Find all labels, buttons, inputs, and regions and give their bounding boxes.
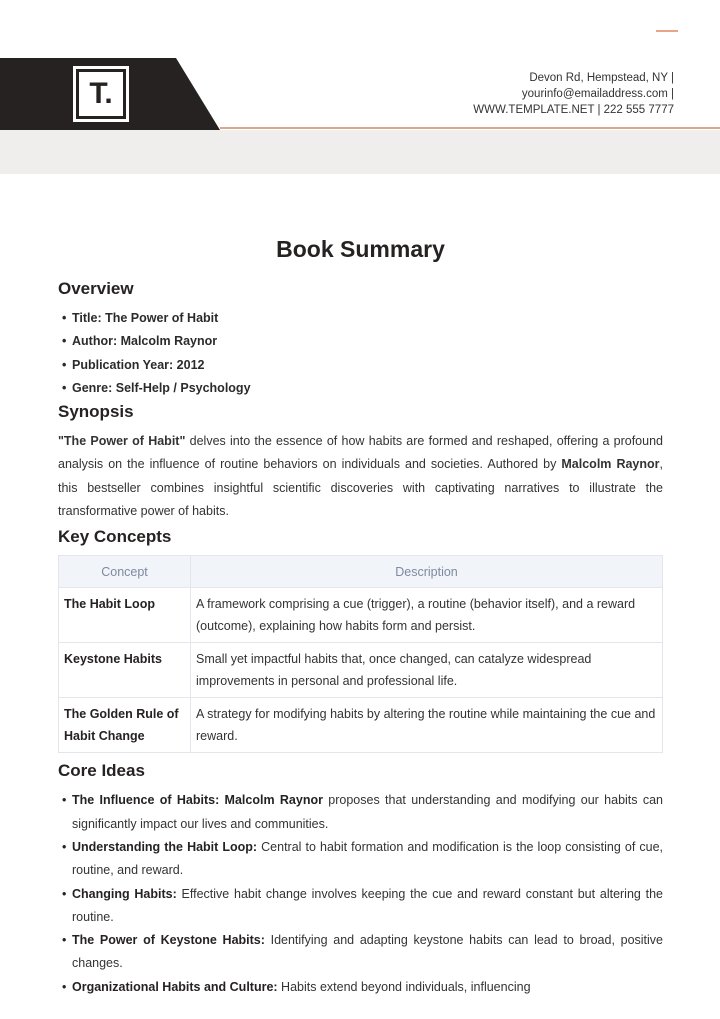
column-header-concept: Concept [59,556,191,588]
concept-cell: The Golden Rule of Habit Change [59,698,191,753]
page-title: Book Summary [276,236,445,262]
synopsis-author: Malcolm Raynor [561,457,660,472]
overview-heading: Overview [58,279,134,298]
table-row [59,643,663,698]
overview-item-author: • Author: Malcolm Raynor [62,330,663,353]
company-logo [76,69,126,119]
core-ideas-list [58,789,663,999]
list-item [62,836,663,883]
overview-list [58,307,663,400]
key-concepts-heading: Key Concepts [58,527,172,547]
column-header-description: Description [191,556,663,588]
contact-web-phone: WWW.TEMPLATE.NET | 222 555 7777 [473,104,674,116]
key-concepts-table [58,555,663,753]
document-body [58,236,663,999]
contact-info [473,70,674,118]
core-ideas-heading: Core Ideas [58,761,145,781]
core-idea-text: Effective habit change involves keeping the cue and reward constant but altering the routine. [72,886,663,924]
overview-item-year: • Publication Year: 2012 [62,354,663,377]
logo-letter: T. [89,77,113,110]
synopsis-text-2: , this bestseller combines insightful scientific discoveries with captivating narratives to illustrate the transformative power of habits. [58,457,663,519]
synopsis-text-1: delves into the essence of how habits are formed and reshaped, offering a profound analysis on the influence of routine behaviors on individuals and societies. Authored by [58,434,663,472]
list-item [62,929,663,976]
accent-dash [656,30,678,32]
description-cell: A strategy for modifying habits by altering the routine while maintaining the cue and reward. [191,698,663,753]
table-row [59,588,663,643]
core-idea-lead: The Influence of Habits: Malcolm Raynor [72,793,323,808]
core-idea-lead: Organizational Habits and Culture: [72,979,278,994]
synopsis-heading: Synopsis [58,402,134,422]
contact-email: yourinfo@emailaddress.com | [521,88,674,100]
description-cell: Small yet impactful habits that, once changed, can catalyze widespread improvements in personal and professional life. [191,643,663,698]
core-idea-text: proposes that understanding and modifying our habits can significantly impact our lives and communities. [72,793,663,831]
synopsis-paragraph [58,430,663,523]
table-header-row [59,556,663,588]
description-cell: A framework comprising a cue (trigger), a routine (behavior itself), and a reward (outcome), explaining how habits form and persist. [191,588,663,643]
overview-item-genre: • Genre: Self-Help / Psychology [62,377,663,400]
core-idea-text: Habits extend beyond individuals, influencing [277,979,531,994]
core-idea-text: Central to habit formation and modification is the loop consisting of cue, routine, and reward. [72,839,663,878]
list-item [62,976,663,999]
core-idea-lead: Understanding the Habit Loop: [72,839,258,854]
letterhead [0,58,720,130]
list-item [62,883,663,930]
letterhead-accent-line [220,127,720,129]
concept-cell: Keystone Habits [59,643,191,698]
core-idea-lead: Changing Habits: [72,886,177,901]
list-item [62,789,663,836]
overview-item-title: • Title: The Power of Habit [62,307,663,330]
core-idea-text: Identifying and adapting keystone habits can lead to broad, positive changes. [72,933,664,971]
core-idea-lead: The Power of Keystone Habits: [72,933,265,948]
header-gray-band [0,130,720,174]
concept-cell: The Habit Loop [59,588,191,643]
table-row [59,698,663,753]
contact-address: Devon Rd, Hempstead, NY | [529,72,674,84]
synopsis-book-title: "The Power of Habit" [58,434,186,449]
